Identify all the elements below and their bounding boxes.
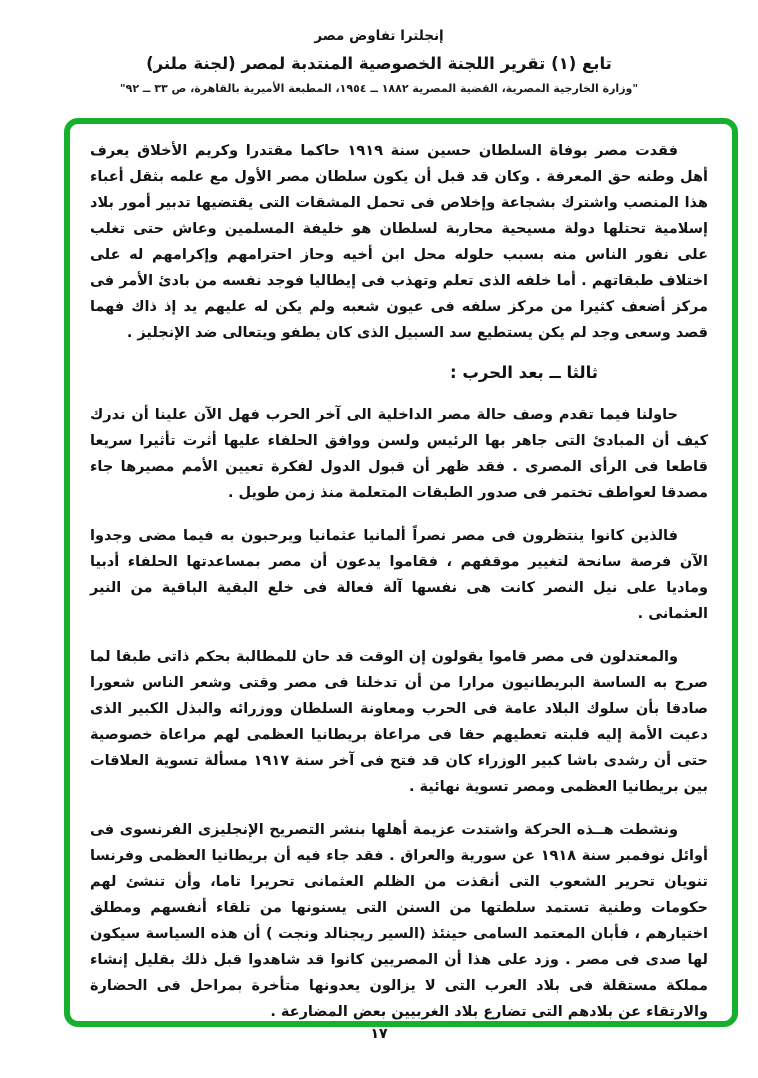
paragraph-anglo-french-declaration: ونشطت هــذه الحركة واشتدت عزيمة أهلها بنشر التصريح الإنجليزى الفرنسوى فى أوائل نوفمبر سنة ١٩١٨ عن سورية والعراق . فقد جاء فيه أن بريطانيا العظمى وفرنسا تنويان تحرير الشعوب التى أنقذت من الظلم العثمانى تحريرا تاما، وأن تنشئ لهم حكومات وطنية تستمد سلطتها من السنن التى يسنونها من تلقاء أنفسهم ومطلق اختيارهم ، فأبان المعتمد السامى حينئذ (السير ريجنالد ونجت ) أن هذه السياسة سيكون لها صدى فى مصر . وزد على هذا أن المصريين كانوا قد شاهدوا قبل ذلك بقليل إنشاء مملكة مستقلة فى بلاد العرب التى لا يزالون يعدونها متأخرة بمراحل فى الحضارة والارتقاء عن بلادهم التى تضارع بلاد الغربيين بعض المضارعة . — [90, 822, 708, 1020]
bordered-text-frame — [64, 118, 738, 1027]
paragraph-german-ottoman-hopes: فالذين كانوا ينتظرون فى مصر نصراً ألمانيا عثمانيا ويرحبون به فيما مضى وجدوا الآن فرصة سانحة لتغيير موقفهم ، فقاموا يدعون أن مصر بمساعدتها الحلفاء أدبيا وماديا على نيل النصر كانت هى نفسها آلة فعالة فى خلع البقية الباقية من النير العثمانى . — [90, 528, 708, 622]
paragraph-wilson-principles: حاولنا فيما تقدم وصف حالة مصر الداخلية الى آخر الحرب فهل الآن علينا أن ندرك كيف أن المبادئ التى جاهر بها الرئيس ولسن ووافق الحلفاء عليها أثرت تأثيرا سريعا قاطعا فى الرأى المصرى . فقد ظهر أن قبول الدول لفكرة تعيين الأمم مصيرها جاء مصدقا لعواطف تختمر فى صدور الطبقات المتعلمة منذ زمن طويل . — [90, 407, 708, 501]
document-source-citation: "وزارة الخارجية المصرية، القضية المصرية ١٨٨٢ ــ ١٩٥٤، المطبعة الأميرية بالقاهرة، ص ٣٣ ــ ٩٢" — [119, 82, 639, 95]
document-title: إنجلترا تفاوض مصر — [314, 28, 444, 44]
document-body — [90, 138, 708, 1025]
section-heading-after-the-war: ثالثا ــ بعد الحرب : — [449, 363, 598, 382]
document-subtitle: تابع (١) تقرير اللجنة الخصوصية المنتدبة لمصر (لجنة ملنر) — [146, 54, 612, 73]
document-header — [0, 0, 758, 95]
paragraph-sultan-hussein: فقدت مصر بوفاة السلطان حسين سنة ١٩١٩ حاكما مقتدرا وكريم الأخلاق يعرف أهل وطنه حق المعرفة . وكان قد قبل أن يكون سلطان مصر الأول مع علمه بثقل أعباء هذا المنصب واشترك بشجاعة وإخلاص فى تحمل المشقات التى يقتضيها تدبير أمور بلاد إسلامية تحتلها دولة مسيحية محاربة لسلطان هو خليفة المسلمين وعاش حتى تغلب على نفور الناس منه بسبب حلوله محل ابن أخيه وحاز احترامهم وإكرامهم له على اختلاف طبقاتهم . أما خلفه الذى تعلم وتهذب فى إيطاليا فوجد نفسه من بادئ الأمر فى مركز أضعف كثيرا من مركز سلفه فى عيون شعبه ولم يكن له عليهم يد إذ ذاك فهما قصد وسعى وجد لم يكن يستطيع سد السبيل الذى كان يطفو ويتعالى ضد الإنجليز . — [90, 143, 708, 341]
paragraph-moderates-self-rule: والمعتدلون فى مصر قاموا يقولون إن الوقت قد حان للمطالبة بحكم ذاتى طبقا لما صرح به الساسة البريطانيون مرارا من أن تدخلنا فى مصر وقتى وشعر الناس شعورا صادقا بأن سلوك البلاد عامة فى الحرب ومعاونة السلطان ووزرائه والبذل الكبير الذى دعيت الأمة إليه فلبته تعطيهم حقا فى مراعاة بريطانيا العظمى لهم مراعاة خصوصية حتى أن رشدى باشا كبير الوزراء كان قد فتح فى آخر سنة ١٩١٧ مسألة تسوية العلاقات بين بريطانيا العظمى ومصر تسوية نهائية . — [90, 649, 708, 795]
page-number: ١٧ — [370, 1026, 388, 1042]
